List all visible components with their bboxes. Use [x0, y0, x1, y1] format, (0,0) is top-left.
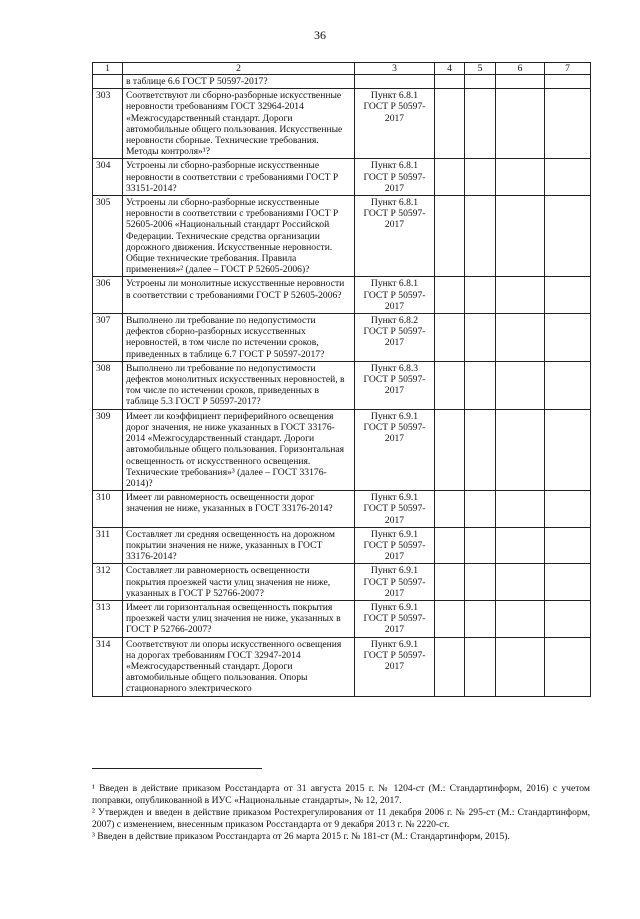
- row-number: 305: [93, 196, 123, 277]
- footnote: ¹ Введен в действие приказом Росстандарта от 31 августа 2015 г. № 1204-ст (М.: Стандартинформ, 2016) с учетом поправки, опубликованной в ИУС «Национальные стандарты», № 12, 2017.: [92, 783, 590, 806]
- empty-cell: [496, 314, 545, 362]
- row-reference: Пункт 6.9.1 ГОСТ Р 50597-2017: [355, 491, 435, 528]
- row-reference: Пункт 6.9.1 ГОСТ Р 50597-2017: [355, 564, 435, 601]
- table-row: [93, 600, 591, 637]
- table-header-row: [93, 63, 591, 75]
- row-question: Составляет ли равномерность освещенности покрытия проезжей части улиц значения не ниже, указанных в ГОСТ Р 52766-2007?: [123, 564, 355, 601]
- row-reference: Пункт 6.8.1 ГОСТ Р 50597-2017: [355, 196, 435, 277]
- empty-cell: [435, 600, 465, 637]
- row-number: 307: [93, 314, 123, 362]
- empty-cell: [465, 600, 496, 637]
- empty-cell: [465, 564, 496, 601]
- row-reference: Пункт 6.8.2 ГОСТ Р 50597-2017: [355, 314, 435, 362]
- table-row: [93, 361, 591, 409]
- page-number: 36: [314, 28, 326, 42]
- row-number: 310: [93, 491, 123, 528]
- row-question: Выполнено ли требование по недопустимости дефектов сборно-разборных искусственных неровностей, в том числе по истечении сроков, приведенных в таблице 6.7 ГОСТ Р 50597-2017?: [123, 314, 355, 362]
- empty-cell: [465, 314, 496, 362]
- empty-cell: [435, 314, 465, 362]
- empty-cell: [496, 409, 545, 490]
- row-question: Соответствуют ли сборно-разборные искусственные неровности требованиям ГОСТ 32964-2014 «Межгосударственный стандарт. Дороги автомобильные общего пользования. Искусственные неровности сборные. Технические требования. Методы контроля»¹?: [123, 89, 355, 159]
- empty-cell: [435, 637, 465, 696]
- column-header: 6: [496, 63, 545, 75]
- empty-cell: [496, 277, 545, 314]
- empty-cell: [435, 159, 465, 196]
- empty-cell: [496, 89, 545, 159]
- empty-cell: [545, 637, 591, 696]
- row-number: 312: [93, 564, 123, 601]
- table-row: [93, 527, 591, 564]
- row-reference: Пункт 6.8.1 ГОСТ Р 50597-2017: [355, 277, 435, 314]
- empty-cell: [435, 491, 465, 528]
- column-header: 2: [123, 63, 355, 75]
- checklist-table: [92, 62, 591, 697]
- footnote: ³ Введен в действие приказом Росстандарта от 26 марта 2015 г. № 181-ст (М.: Стандартинформ, 2015).: [92, 831, 510, 842]
- table-row: [93, 89, 591, 159]
- empty-cell: [496, 637, 545, 696]
- empty-cell: [435, 564, 465, 601]
- empty-cell: [545, 361, 591, 409]
- table-row: [93, 196, 591, 277]
- row-question: Устроены ли сборно-разборные искусственные неровности в соответствии с требованиями ГОСТ Р 52605-2006 «Национальный стандарт Российской Федерации. Технические средства организации дорожного движения. Искусственные неровности. Общие технические требования. Правила применения»² (далее – ГОСТ Р 52605-2006)?: [123, 196, 355, 277]
- row-number: 304: [93, 159, 123, 196]
- row-reference: Пункт 6.9.1 ГОСТ Р 50597-2017: [355, 600, 435, 637]
- empty-cell: [496, 159, 545, 196]
- row-reference: Пункт 6.9.1 ГОСТ Р 50597-2017: [355, 637, 435, 696]
- empty-cell: [496, 491, 545, 528]
- row-reference: Пункт 6.9.1 ГОСТ Р 50597-2017: [355, 409, 435, 490]
- empty-cell: [465, 637, 496, 696]
- column-header: 7: [545, 63, 591, 75]
- empty-cell: [545, 491, 591, 528]
- continuation-row: [93, 75, 591, 89]
- table-row: [93, 314, 591, 362]
- column-header: 3: [355, 63, 435, 75]
- empty-cell: [465, 361, 496, 409]
- empty-cell: [435, 277, 465, 314]
- empty-cell: [465, 409, 496, 490]
- row-number: 313: [93, 600, 123, 637]
- row-number: 311: [93, 527, 123, 564]
- empty-cell: [545, 600, 591, 637]
- row-question: Устроены ли монолитные искусственные неровности в соответствии с требованиями ГОСТ Р 52605-2006?: [123, 277, 355, 314]
- table-row: [93, 637, 591, 696]
- empty-cell: [435, 527, 465, 564]
- table-row: [93, 159, 591, 196]
- empty-cell: [465, 491, 496, 528]
- empty-cell: [465, 277, 496, 314]
- empty-cell: [435, 409, 465, 490]
- footnote: ² Утвержден и введен в действие приказом Ростехрегулирования от 11 декабря 2006 г. № 295-ст (М.: Стандартинформ, 2007) с изменением, внесенным приказом Росстандарта от 9 декабря 2013 г. № 2220-ст.: [92, 807, 590, 830]
- empty-cell: [545, 159, 591, 196]
- empty-cell: [545, 564, 591, 601]
- empty-cell: [435, 361, 465, 409]
- continuation-text: в таблице 6.6 ГОСТ Р 50597-2017?: [123, 75, 355, 89]
- row-question: Составляет ли средняя освещенность на дорожном покрытии значения не ниже, указанных в ГОСТ 33176-2014?: [123, 527, 355, 564]
- empty-cell: [465, 196, 496, 277]
- row-number: 303: [93, 89, 123, 159]
- row-question: Соответствуют ли опоры искусственного освещения на дорогах требованиям ГОСТ 32947-2014 «Межгосударственный стандарт. Дороги автомобильные общего пользования. Опоры стационарного электрического: [123, 637, 355, 696]
- footnote-divider: [92, 768, 262, 769]
- empty-cell: [545, 409, 591, 490]
- row-question: Имеет ли коэффициент периферийного освещения дорог значения, не ниже указанных в ГОСТ 33176-2014 «Межгосударственный стандарт. Дороги автомобильные общего пользования. Горизонтальная освещенность от искусственного освещения. Технические требования»³ (далее – ГОСТ 33176-2014)?: [123, 409, 355, 490]
- empty-cell: [435, 89, 465, 159]
- row-reference: Пункт 6.8.3 ГОСТ Р 50597-2017: [355, 361, 435, 409]
- empty-cell: [435, 196, 465, 277]
- row-number: 308: [93, 361, 123, 409]
- row-reference: Пункт 6.8.1 ГОСТ Р 50597-2017: [355, 89, 435, 159]
- empty-cell: [545, 277, 591, 314]
- column-header: 1: [93, 63, 123, 75]
- empty-cell: [465, 89, 496, 159]
- empty-cell: [496, 527, 545, 564]
- empty-cell: [465, 527, 496, 564]
- row-question: Имеет ли горизонтальная освещенность покрытия проезжей части улиц значения не ниже, указанных в ГОСТ Р 52766-2007?: [123, 600, 355, 637]
- empty-cell: [545, 89, 591, 159]
- row-number: 309: [93, 409, 123, 490]
- row-question: Имеет ли равномерность освещенности дорог значения не ниже, указанных в ГОСТ 33176-2014?: [123, 491, 355, 528]
- row-number: 306: [93, 277, 123, 314]
- empty-cell: [496, 361, 545, 409]
- empty-cell: [496, 600, 545, 637]
- row-reference: Пункт 6.9.1 ГОСТ Р 50597-2017: [355, 527, 435, 564]
- row-number: 314: [93, 637, 123, 696]
- empty-cell: [545, 314, 591, 362]
- footnotes: [92, 768, 590, 843]
- empty-cell: [545, 527, 591, 564]
- table-row: [93, 409, 591, 490]
- row-question: Выполнено ли требование по недопустимости дефектов монолитных искусственных неровностей, в том числе по истечении сроков, приведенных в таблице 5.3 ГОСТ Р 50597-2017?: [123, 361, 355, 409]
- empty-cell: [465, 159, 496, 196]
- table-row: [93, 491, 591, 528]
- column-header: 4: [435, 63, 465, 75]
- column-header: 5: [465, 63, 496, 75]
- empty-cell: [496, 196, 545, 277]
- row-question: Устроены ли сборно-разборные искусственные неровности в соответствии с требованиями ГОСТ Р 33151-2014?: [123, 159, 355, 196]
- empty-cell: [545, 196, 591, 277]
- empty-cell: [496, 564, 545, 601]
- table-row: [93, 277, 591, 314]
- table-row: [93, 564, 591, 601]
- row-reference: Пункт 6.8.1 ГОСТ Р 50597-2017: [355, 159, 435, 196]
